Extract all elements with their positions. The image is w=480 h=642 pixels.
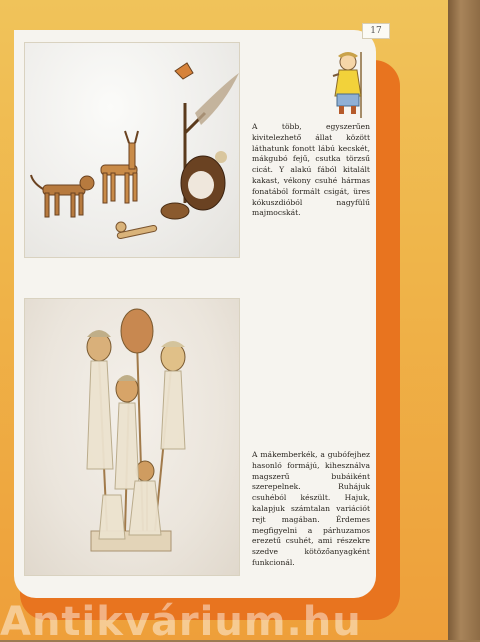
page-number: 17 bbox=[362, 23, 390, 39]
animal-figurines-illustration bbox=[25, 43, 239, 257]
goat-figurine bbox=[101, 131, 138, 203]
watermark-text: Antikvárium.hu bbox=[0, 602, 362, 642]
doll-head bbox=[87, 333, 111, 361]
coconut-monkey bbox=[181, 151, 227, 210]
doll-head bbox=[161, 343, 185, 371]
photo-animal-figurines bbox=[24, 42, 240, 258]
doll-head bbox=[121, 309, 153, 353]
small-figurine bbox=[116, 222, 157, 239]
scarecrow-doll-icon bbox=[325, 48, 371, 120]
poppy-dolls-illustration bbox=[25, 299, 239, 575]
caption-bottom: A mákemberkék, a gubófejhez hasonló formájú, kihesználva magszerű bubáiként szerepelnek. Ruhájuk csuhéból készült. Hajuk, kalapjuk számtalan variációt rejt magában. Érdemes megfigyelni a párhuzamos erezetű csuhét, ami részekre szedve kötözőanyagként funkcionál. bbox=[252, 450, 370, 567]
book-spine bbox=[448, 0, 480, 640]
dog-figurine bbox=[31, 175, 94, 217]
caption-top: A több, egyszerűen kivitelezhető állat között láthatunk fonott lábú kecskét, mákgubó fejű, csutka törzsű cicát. Y alakú fából kitalált kakast, vékony csuhé hármas fonatából formált csigát, üres kókuszdióból nagyfülű majmocskát. bbox=[252, 122, 370, 218]
photo-poppy-dolls bbox=[24, 298, 240, 576]
